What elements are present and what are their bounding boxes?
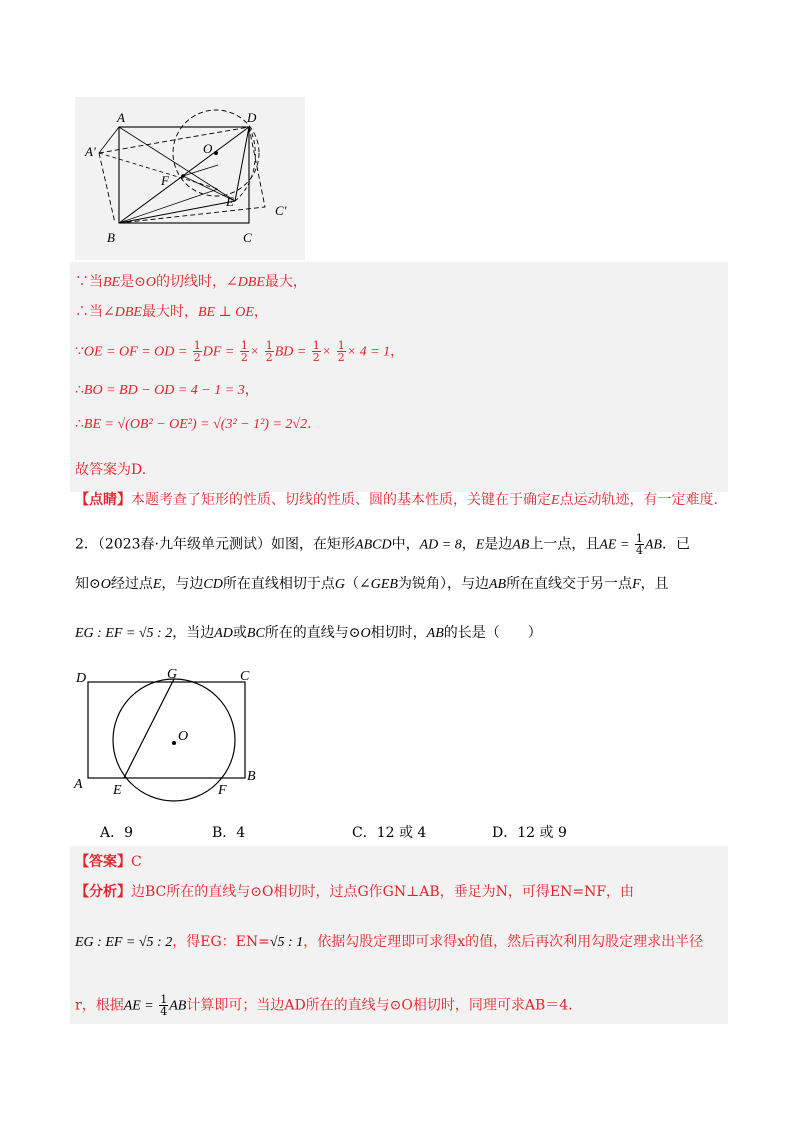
option-c[interactable]: C．12 或 4 [352, 825, 427, 841]
label-c-prime: C′ [275, 203, 287, 218]
analysis-line-1: 【分析】边BC所在的直线与⊙O相切时，过点G作GN⊥AB，垂足为N，可得EN=NF，由 [75, 884, 635, 900]
label-a-2: A [74, 777, 83, 792]
solution-line-4: ∴BO = BD − OD = 4 − 1 = 3， [75, 382, 259, 398]
label-c: C [243, 230, 252, 245]
question-2-line-1: 2．（2023春·九年级单元测试）如图，在矩形ABCD中，AD = 8，E是边AB上一点，且AE = $\frac{1}{4}$ AB．已 [75, 532, 690, 557]
label-d-2: D [76, 671, 87, 686]
label-c-2: C [240, 669, 250, 684]
segment-eg [124, 679, 174, 778]
option-a[interactable]: A．9 [100, 825, 134, 841]
solution-line-1: ∵当BE是⊙O的切线时，∠DBE最大， [75, 274, 307, 290]
label-o-2: O [178, 729, 189, 744]
label-f: F [161, 173, 169, 188]
label-g: G [167, 667, 178, 682]
label-o: O [203, 141, 213, 156]
label-a-prime: A′ [85, 144, 96, 159]
label-b: B [107, 230, 115, 245]
answer-2: 【答案】C [75, 854, 142, 870]
label-d: D [247, 110, 257, 125]
solution-line-5: ∴BE = √(OB² − OE²) = √(3² − 1²) = 2√2. [75, 416, 312, 432]
analysis-line-2: EG : EF = √5 : 2，得EG：EN=√5 : 1，依据勾股定理即可求得x的值，然后再次利用勾股定理求出半径 [75, 934, 704, 950]
rect-abcd-2 [88, 682, 245, 778]
label-b-2: B [247, 769, 256, 784]
rectangle-fold-diagram [75, 97, 305, 260]
label-f-2: F [218, 783, 227, 798]
label-e-2: E [113, 783, 122, 798]
comment-1: 【点睛】本题考查了矩形的性质、切线的性质、圆的基本性质，关键在于确定E点运动轨迹，有一定难度. [75, 492, 719, 508]
figure-2 [70, 662, 270, 802]
label-e: E [226, 194, 234, 209]
question-2-line-3: EG : EF = √5 : 2，当边AD或BC所在的直线与⊙O相切时，AB的长是（ ） [75, 625, 542, 641]
option-b[interactable]: B．4 [212, 825, 246, 841]
question-2-line-2: 知⊙O经过点E，与边CD所在直线相切于点G（∠GEB为锐角），与边AB所在直线交于另一点F，且 [75, 576, 669, 592]
solution-line-3: ∵OE = OF = OD = $\frac{1}{2}$ DF = $\frac{1}{2}$ × $\frac{1}{2}$ BD = $\frac{1}{2}$ × $\frac{1}{2}$ × 4 = 1， [75, 339, 405, 364]
circle-o-2 [113, 679, 235, 801]
point-o [214, 151, 218, 155]
answer-1: 故答案为D. [75, 462, 147, 478]
figure-1 [75, 97, 305, 260]
option-d[interactable]: D．12 或 9 [492, 825, 567, 841]
label-a: A [117, 110, 125, 125]
analysis-line-3: r，根据AE = $\frac{1}{4}$ AB计算即可；当边AD所在的直线与⊙O相切时，同理可求AB＝4. [75, 993, 573, 1018]
point-f [181, 174, 185, 178]
solution-1-block [70, 262, 728, 492]
solution-line-2: ∴当∠DBE最大时，BE ⊥ OE， [75, 304, 268, 320]
point-o-2 [172, 741, 176, 745]
